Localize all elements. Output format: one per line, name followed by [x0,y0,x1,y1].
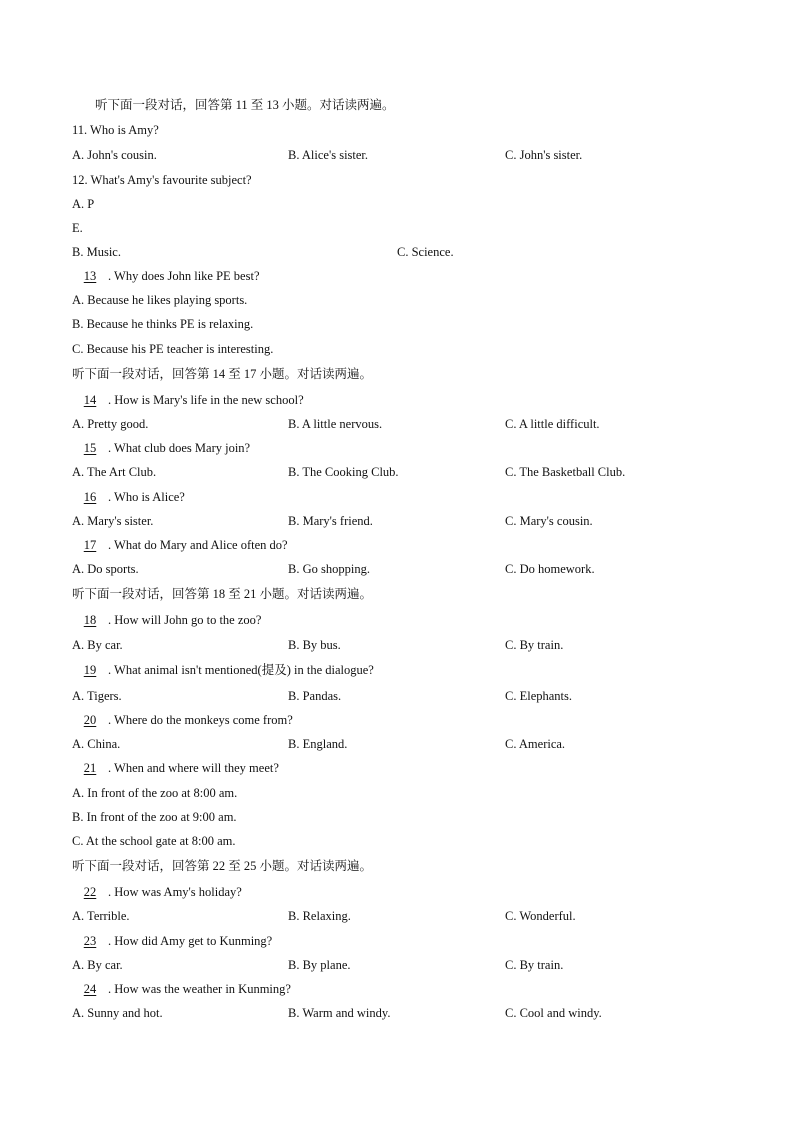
option-b: B. Music. [72,245,121,259]
section-intro: 听下面一段对话，回答第 18 至 21 小题。对话读两遍。 [72,587,373,601]
option-b: B. Relaxing. [288,909,351,923]
question-number: 22 [83,885,97,899]
question-text: . Who is Alice? [108,490,185,504]
question-text: . What do Mary and Alice often do? [108,538,288,552]
question-stem [72,392,304,408]
section-intro: 听下面一段对话，回答第 14 至 17 小题。对话读两遍。 [72,367,373,381]
option-c: C. Do homework. [505,562,595,576]
question-number: 13 [83,269,97,283]
question-stem: 11. Who is Amy? [72,123,159,137]
option-a: A. John's cousin. [72,148,157,162]
option-c: C. By train. [505,958,564,972]
option-c: C. By train. [505,638,564,652]
question-stem [72,760,279,776]
option-a: A. The Art Club. [72,465,157,479]
option-c: C. John's sister. [505,148,583,162]
option-c: C. America. [505,737,566,751]
option-c: C. Because his PE teacher is interesting. [72,342,274,356]
question-number: 14 [83,393,97,407]
question-number: 24 [83,982,97,996]
question-number: 17 [83,538,97,552]
option-c: C. A little difficult. [505,417,600,431]
question-text: . What club does Mary join? [108,441,251,455]
question-text: . How is Mary's life in the new school? [108,393,304,407]
option-b: B. In front of the zoo at 9:00 am. [72,810,237,824]
question-text: . When and where will they meet? [108,761,279,775]
option-c: C. Cool and windy. [505,1006,602,1020]
question-stem [72,268,260,284]
question-text: . How did Amy get to Kunming? [108,934,273,948]
option-b: B. Go shopping. [288,562,370,576]
option-a: A. Do sports. [72,562,139,576]
question-stem [72,612,261,628]
question-stem [72,662,374,678]
question-stem [72,981,291,997]
option-a: A. Tigers. [72,689,122,703]
option-c: C. Elephants. [505,689,573,703]
question-text: . Why does John like PE best? [108,269,260,283]
option-a: A. Because he likes playing sports. [72,293,248,307]
option-a: A. In front of the zoo at 8:00 am. [72,786,238,800]
option-c: C. Wonderful. [505,909,576,923]
option-a-continued: E. [72,221,83,235]
question-text: . How will John go to the zoo? [108,613,262,627]
question-stem: 12. What's Amy's favourite subject? [72,173,252,187]
question-number: 18 [83,613,97,627]
option-a: A. P [72,197,95,211]
question-stem [72,712,293,728]
question-number: 20 [83,713,97,727]
option-a: A. By car. [72,958,123,972]
option-a: A. Pretty good. [72,417,149,431]
option-b: B. A little nervous. [288,417,383,431]
question-number: 15 [83,441,97,455]
question-stem [72,440,250,456]
option-a: A. China. [72,737,121,751]
option-b: B. Because he thinks PE is relaxing. [72,317,254,331]
option-b: B. By bus. [288,638,341,652]
option-b: B. Alice's sister. [288,148,369,162]
option-b: B. Pandas. [288,689,342,703]
option-a: A. Terrible. [72,909,130,923]
question-number: 23 [83,934,97,948]
option-c: C. At the school gate at 8:00 am. [72,834,236,848]
option-b: B. Warm and windy. [288,1006,391,1020]
question-number: 16 [83,490,97,504]
option-b: B. The Cooking Club. [288,465,399,479]
option-b: B. By plane. [288,958,351,972]
option-a: A. By car. [72,638,123,652]
option-c: C. The Basketball Club. [505,465,626,479]
option-a: A. Mary's sister. [72,514,154,528]
question-number: 19 [83,663,97,677]
question-text: . What animal isn't mentioned(提及) in the dialogue? [108,663,374,677]
question-stem [72,933,272,949]
section-intro: 听下面一段对话，回答第 22 至 25 小题。对话读两遍。 [72,859,373,873]
option-c: C. Mary's cousin. [505,514,593,528]
section-intro: 听下面一段对话，回答第 11 至 13 小题。对话读两遍。 [95,98,395,112]
question-stem [72,884,242,900]
option-b: B. Mary's friend. [288,514,373,528]
option-b: B. England. [288,737,348,751]
question-text: . How was the weather in Kunming? [108,982,291,996]
option-c: C. Science. [397,245,454,259]
question-stem [72,537,288,553]
question-text: . Where do the monkeys come from? [108,713,293,727]
option-a: A. Sunny and hot. [72,1006,163,1020]
question-number: 21 [83,761,97,775]
question-stem [72,489,185,505]
question-text: . How was Amy's holiday? [108,885,242,899]
